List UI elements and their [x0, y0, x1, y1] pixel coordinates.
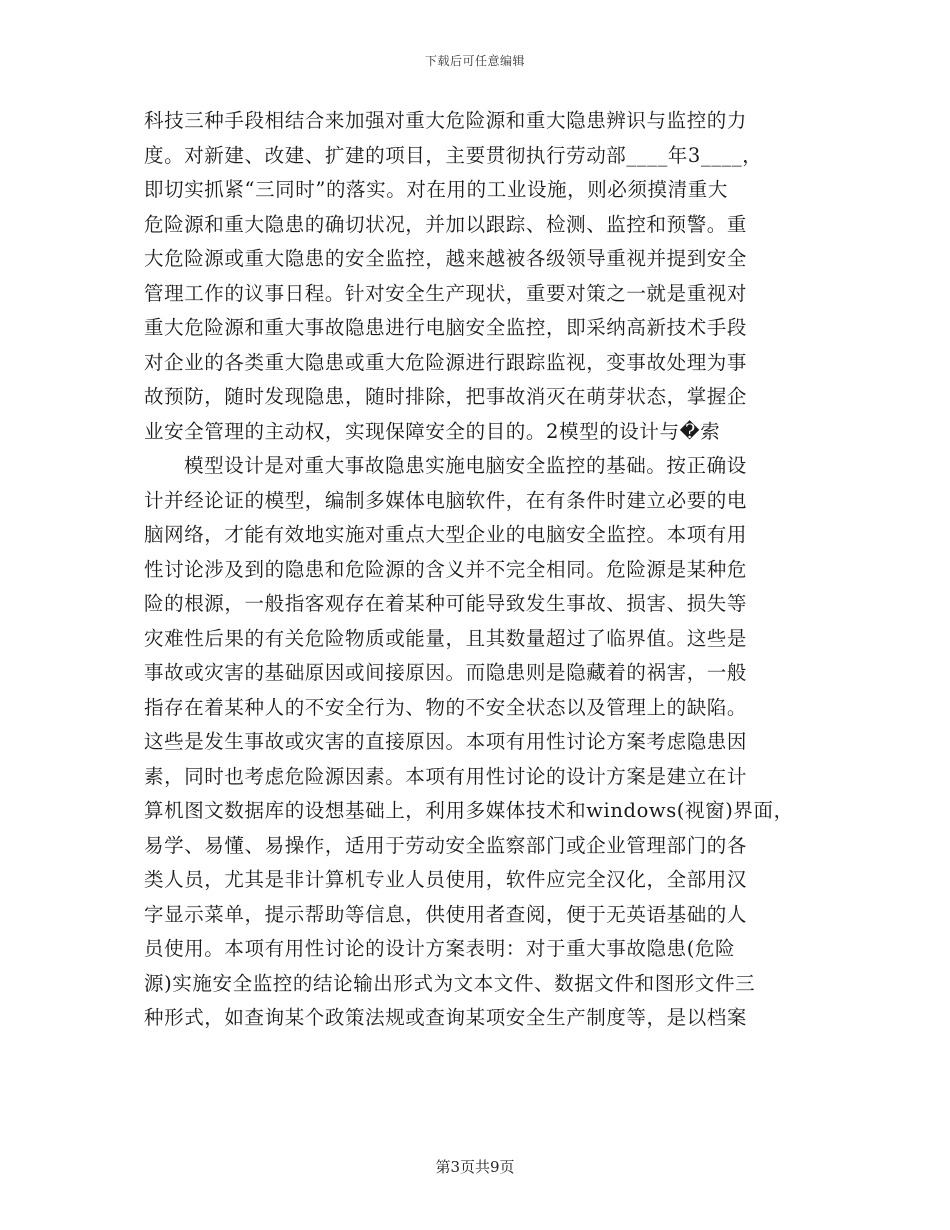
text-line: 员使用。本项有用性讨论的设计方案表明：对于重大事故隐患(危险 [144, 937, 736, 960]
text-line: 类人员，尤其是非计算机专业人员使用，软件应完全汉化，全部用汉 [144, 868, 748, 891]
text-line: 源)实施安全监控的结论输出形式为文本文件、数据文件和图形文件三 [144, 971, 756, 995]
text-line: 指存在着某种人的不安全行为、物的不安全状态以及管理上的缺陷。 [144, 695, 748, 719]
text-line: 素，同时也考虑危险源因素。本项有用性讨论的设计方案是建立在计 [144, 764, 748, 788]
page-header: 下载后可任意编辑 [424, 54, 525, 68]
text-line: 计并经论证的模型，编制多媒体电脑软件，在有条件时建立必要的电 [144, 488, 748, 512]
text-line: 大危险源或重大隐患的安全监控，越来越被各级领导重视并提到安全 [144, 247, 748, 270]
text-line: 易学、易懂、易操作，适用于劳动安全监察部门或企业管理部门的各 [144, 833, 748, 857]
text-line: 重大危险源和重大事故隐患进行电脑安全监控，即采纳高新技术手段 [144, 316, 748, 339]
text-line: 脑网络，才能有效地实施对重点大型企业的电脑安全监控。本项有用 [144, 523, 748, 546]
text-line: 即切实抓紧“三同时”的落实。对在用的工业设施，则必须摸清重大 [144, 178, 728, 201]
text-line: 故预防，随时发现隐患，随时排除，把事故消灭在萌芽状态，掌握企 [144, 385, 748, 408]
text-line: 度。对新建、改建、扩建的项目，主要贯彻执行劳动部____年3____， [144, 143, 763, 167]
text-line: 对企业的各类重大隐患或重大危险源进行跟踪监视，变事故处理为事 [144, 350, 748, 374]
text-line: 险的根源，一般指客观存在着某种可能导致发生事故、损害、损失等 [144, 592, 748, 615]
text-line: 事故或灾害的基础原因或间接原因。而隐患则是隐藏着的祸害，一般 [144, 661, 748, 684]
text-line: 性讨论涉及到的隐患和危险源的含义并不完全相同。危险源是某种危 [144, 557, 748, 581]
text-line: 管理工作的议事日程。针对安全生产现状，重要对策之一就是重视对 [144, 281, 748, 305]
text-line: 灾难性后果的有关危险物质或能量，且其数量超过了临界值。这些是 [144, 626, 748, 650]
paragraph-first-line: 模型设计是对重大事故隐患实施电脑安全监控的基础。按正确设 [184, 454, 747, 477]
text-line: 这些是发生事故或灾害的直接原因。本项有用性讨论方案考虑隐患因 [144, 730, 748, 753]
text-line: 科技三种手段相结合来加强对重大危险源和重大隐患辨识与监控的力 [144, 109, 748, 132]
text-line: 算机图文数据库的设想基础上，利用多媒体技术和windows(视窗)界面， [144, 799, 794, 822]
text-line: 业安全管理的主动权，实现保障安全的目的。2模型的设计与�索 [144, 419, 721, 443]
text-line: 字显示菜单，提示帮助等信息，供使用者查阅，便于无英语基础的人 [144, 902, 748, 926]
page-footer: 第3页共9页 [435, 1158, 515, 1176]
text-line: 种形式，如查询某个政策法规或查询某项安全生产制度等，是以档案 [144, 1006, 748, 1029]
text-line: 危险源和重大隐患的确切状况，并加以跟踪、检测、监控和预警。重 [144, 212, 748, 236]
document-body [144, 104, 824, 1036]
